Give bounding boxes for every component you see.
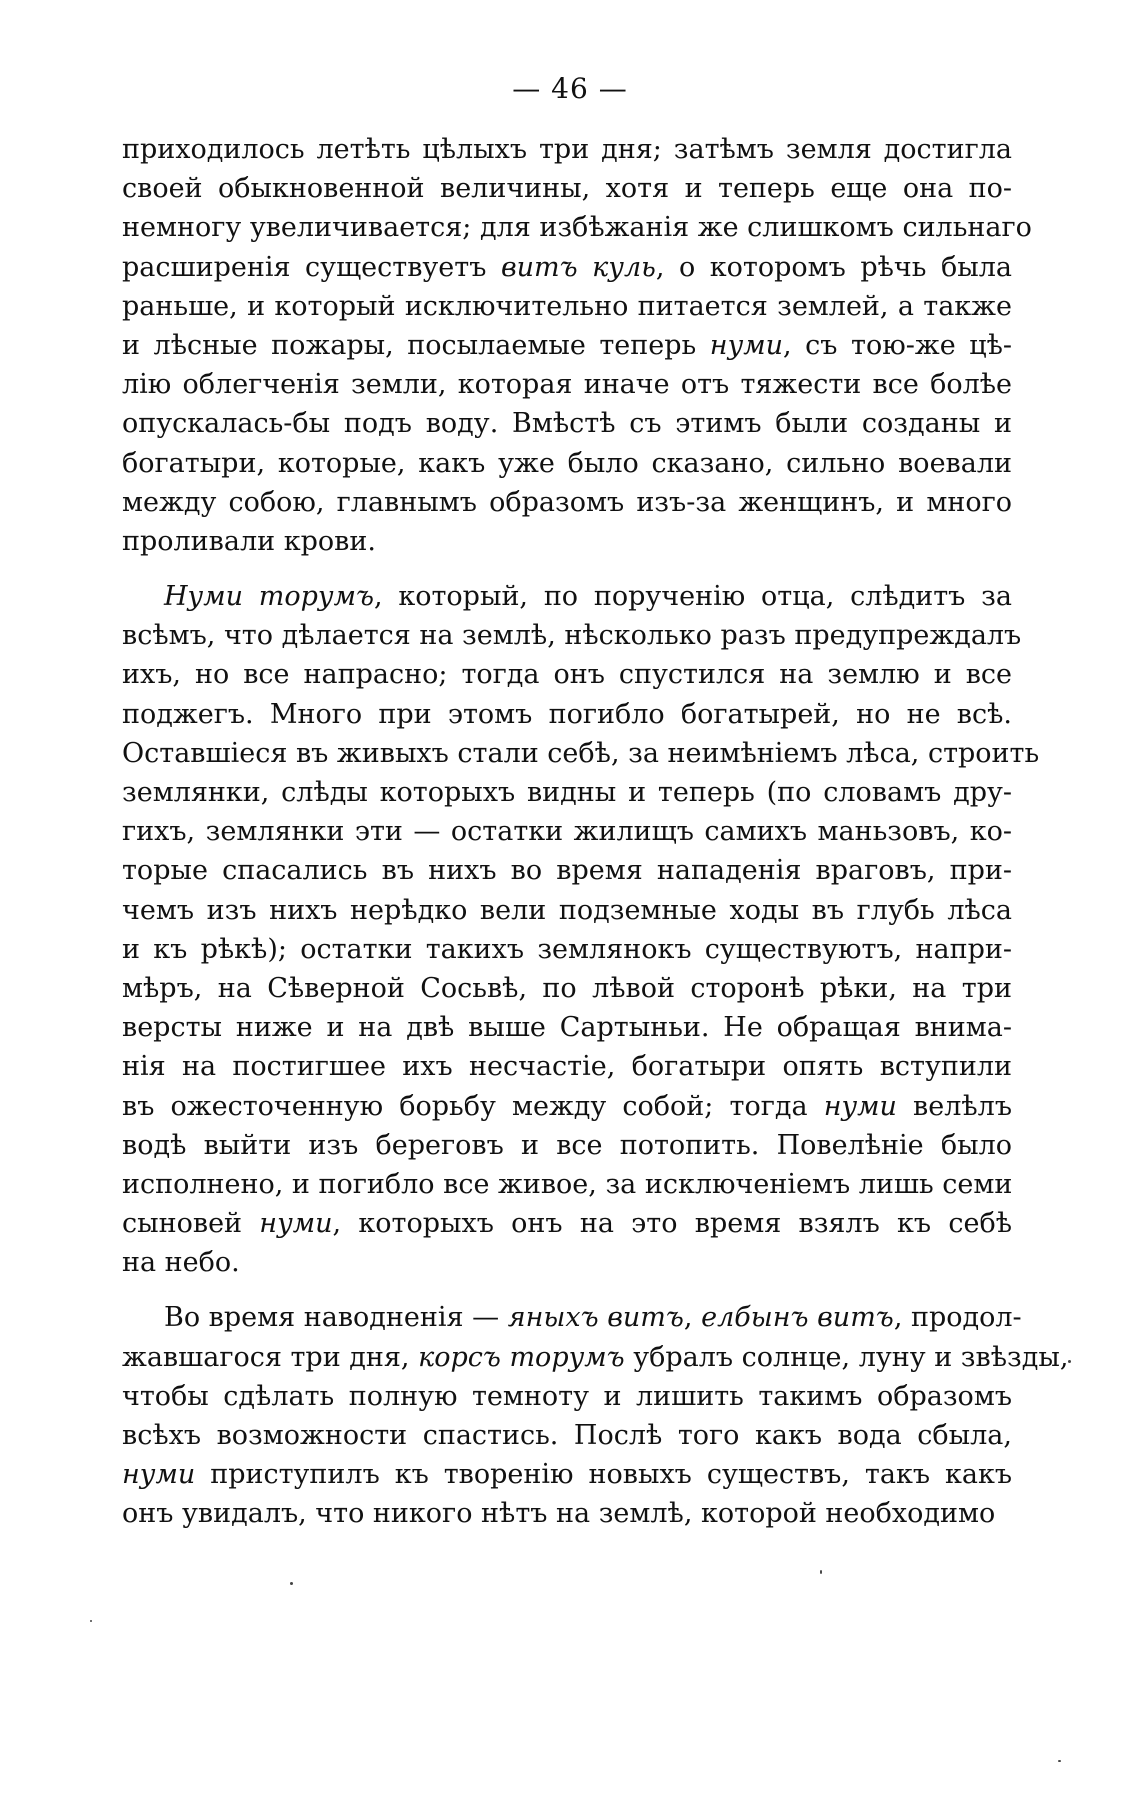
- text-run: расширенія существуетъ: [122, 251, 501, 283]
- text-run: лію облегченія земли, которая иначе отъ тяжести все болѣе: [122, 369, 1012, 401]
- text-line: [122, 1126, 1012, 1165]
- text-run: и къ рѣкѣ); остатки такихъ землянокъ существуютъ, напри-: [122, 933, 1012, 965]
- text-run: , который, по порученію отца, слѣдитъ за: [373, 581, 1012, 613]
- text-line: [122, 1087, 1012, 1126]
- italic-term: корсъ торумъ: [418, 1341, 625, 1373]
- text-run: онъ увидалъ, что никого нѣтъ на землѣ, которой необходимо: [122, 1498, 996, 1530]
- text-run: немногу увеличивается; для избѣжанія же слишкомъ сильнаго: [122, 212, 1032, 244]
- text-run: проливали крови.: [122, 525, 376, 557]
- text-line: [122, 655, 1012, 694]
- scan-speck: [1058, 1760, 1061, 1762]
- text-run: , съ тою-же цѣ-: [783, 329, 1012, 361]
- text-run: и лѣсные пожары, посылаемые теперь: [122, 329, 710, 361]
- text-line: [122, 1338, 1069, 1377]
- text-line: [122, 969, 1012, 1008]
- page-number: — 46 —: [512, 72, 628, 105]
- text-line: [122, 1455, 1012, 1494]
- italic-term: нуми: [122, 1459, 196, 1491]
- text-line: [122, 208, 1032, 247]
- paragraph: [122, 130, 1032, 561]
- text-run: чтобы сдѣлать полную темноту и лишить такимъ образомъ: [122, 1380, 1012, 1412]
- italic-term: нуми: [823, 1090, 897, 1122]
- text-run: приходилось летѣть цѣлыхъ три дня; затѣмъ земля достигла: [122, 134, 1012, 165]
- text-line: [122, 695, 1012, 734]
- text-line: [122, 616, 1022, 655]
- text-line: [122, 326, 1012, 365]
- text-run: поджегъ. Много при этомъ погибло богатырей, но не всѣ.: [122, 698, 1012, 730]
- text-line: [122, 365, 1012, 404]
- text-line: [122, 522, 1012, 561]
- text-run: раньше, и который исключительно питается землей, а также: [122, 290, 1012, 322]
- text-run: , продол-: [893, 1302, 1022, 1334]
- text-run: водѣ выйти изъ береговъ и все потопить. Повелѣніе было: [122, 1129, 1012, 1161]
- text-run: между собою, главнымъ образомъ изъ-за женщинъ, и много: [122, 486, 1012, 518]
- scan-speck: [1068, 1360, 1071, 1363]
- italic-term: Нуми торумъ: [164, 581, 374, 613]
- text-line: [122, 130, 1012, 169]
- italic-term: нуми: [709, 329, 784, 361]
- text-run: ,: [683, 1302, 702, 1334]
- text-run: землянки, слѣды которыхъ видны и теперь (по словамъ дру-: [122, 777, 1012, 808]
- text-run: , которыхъ онъ на это время взялъ къ себѣ: [332, 1208, 1012, 1240]
- text-line: [122, 248, 1012, 287]
- italic-term: нуми: [259, 1208, 333, 1240]
- text-line: [122, 1008, 1012, 1047]
- paragraph: [122, 1298, 1069, 1533]
- text-line: [122, 404, 1012, 443]
- text-run: чемъ изъ нихъ нерѣдко вели подземные ходы въ глубь лѣса: [122, 894, 1012, 926]
- body-text: [122, 130, 1069, 1550]
- text-run: исполнено, и погибло все живое, за исключеніемъ лишь семи: [122, 1168, 1013, 1200]
- text-line: [122, 577, 1012, 616]
- text-run: всѣхъ возможности спастись. Послѣ того какъ вода сбыла,: [122, 1420, 1012, 1451]
- text-run: въ ожесточенную борьбу между собой; тогда: [122, 1090, 824, 1122]
- text-run: опускалась-бы подъ воду. Вмѣстѣ съ этимъ были созданы и: [122, 408, 1012, 440]
- text-run: , о которомъ рѣчь была: [655, 251, 1012, 283]
- text-run: богатыри, которые, какъ уже было сказано, сильно воевали: [122, 447, 1012, 479]
- text-run: версты ниже и на двѣ выше Сартыньи. Не обращая внима-: [122, 1012, 1012, 1044]
- text-line: [122, 287, 1012, 326]
- text-line: [122, 1416, 1012, 1455]
- text-run: приступилъ къ творенію новыхъ существъ, такъ какъ: [195, 1459, 1012, 1491]
- text-run: своей обыкновенной величины, хотя и теперь еще она по-: [122, 173, 1012, 205]
- text-line: [122, 1298, 1022, 1337]
- text-run: гихъ, землянки эти — остатки жилищъ самихъ маньзовъ, ко-: [122, 816, 1012, 848]
- text-line: [122, 1377, 1012, 1416]
- text-run: Во время наводненія —: [164, 1302, 508, 1334]
- text-line: [122, 734, 1040, 773]
- text-line: [122, 1047, 1012, 1086]
- text-line: [122, 169, 1012, 208]
- text-line: [122, 773, 1012, 812]
- text-line: [122, 891, 1012, 930]
- text-run: торые спасались въ нихъ во время нападенія враговъ, при-: [122, 855, 1012, 887]
- text-line: [122, 1494, 1012, 1533]
- text-run: Оставшіеся въ живыхъ стали себѣ, за неимѣніемъ лѣса, строить: [122, 737, 1040, 769]
- text-run: убралъ солнце, луну и звѣзды,: [624, 1341, 1069, 1373]
- italic-term: елбынъ витъ: [701, 1302, 894, 1334]
- italic-term: яныхъ витъ: [507, 1302, 684, 1334]
- italic-term: витъ куль: [500, 251, 656, 283]
- text-run: нія на постигшее ихъ несчастіе, богатыри опять вступили: [122, 1051, 1012, 1083]
- text-run: жавшагося три дня,: [122, 1341, 419, 1373]
- scan-speck: [290, 1582, 293, 1585]
- text-line: [122, 483, 1012, 522]
- text-run: мѣръ, на Сѣверной Сосьвѣ, по лѣвой сторонѣ рѣки, на три: [122, 972, 1012, 1004]
- text-run: ихъ, но все напрасно; тогда онъ спустился на землю и все: [122, 659, 1012, 691]
- text-run: сыновей: [122, 1208, 260, 1240]
- text-line: [122, 1165, 1012, 1204]
- text-line: [122, 812, 1012, 851]
- scan-speck: [90, 1620, 92, 1622]
- text-line: [122, 1204, 1012, 1243]
- text-line: [122, 444, 1012, 483]
- text-run: велѣлъ: [896, 1090, 1012, 1122]
- text-line: [122, 851, 1012, 890]
- paragraph: [122, 577, 1040, 1282]
- text-run: на небо.: [122, 1247, 240, 1279]
- text-line: [122, 1243, 1012, 1282]
- text-run: всѣмъ, что дѣлается на землѣ, нѣсколько разъ предупреждалъ: [122, 620, 1022, 652]
- text-line: [122, 930, 1012, 969]
- scan-speck: [820, 1570, 822, 1574]
